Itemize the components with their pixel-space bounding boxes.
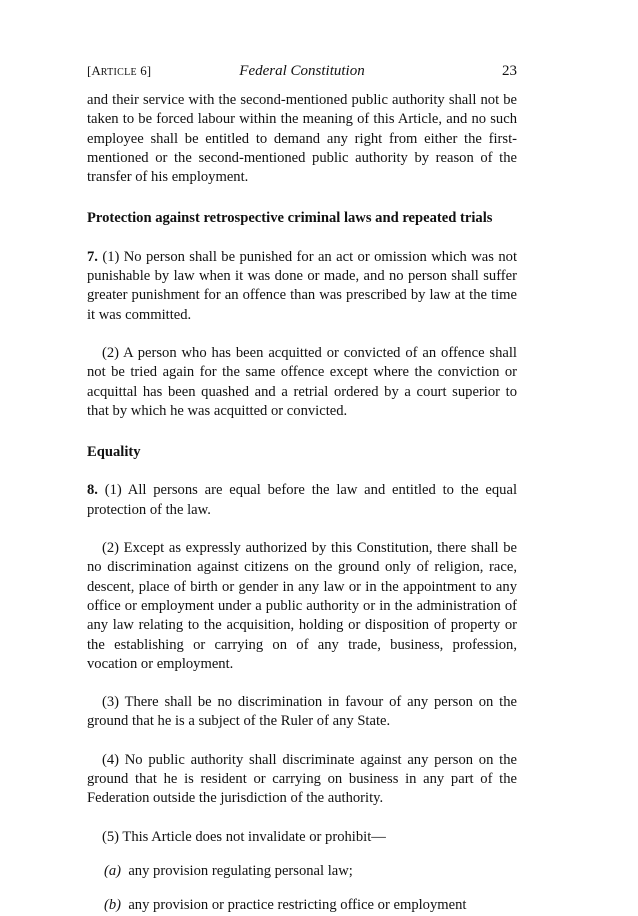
article-reference: [ARTICLE 6] bbox=[87, 63, 152, 78]
continuation-paragraph: and their service with the second-mentioned public authority shall not be taken to be forced labour within the meaning of this Article, and no such employee shall be entitled to demand any right from either the first-mentioned or the second-mentioned public authority by reason of the transfer of his employment. bbox=[87, 92, 517, 186]
article-8-clause-3: (3) There shall be no discrimination in favour of any person on the ground that he is a subject of the Ruler of any State. bbox=[87, 694, 517, 730]
article-8-number: 8. bbox=[87, 482, 98, 499]
article-8-clause-4: (4) No public authority shall discriminate against any person on the ground that he is resident or carrying on business in any part of the Federation outside the jurisdiction of the authority. bbox=[87, 751, 517, 807]
item-a-text: any provision regulating personal law; bbox=[128, 862, 353, 879]
item-a-label: (a) bbox=[104, 862, 122, 879]
article-8-clause-5: (5) This Article does not invalidate or prohibit— bbox=[102, 828, 386, 845]
item-b-text: any provision or practice restricting office or employment bbox=[128, 897, 467, 914]
article-8-item-a bbox=[87, 862, 517, 881]
page-number: 23 bbox=[502, 63, 517, 79]
article-7-clause-1 bbox=[87, 248, 517, 325]
running-header bbox=[87, 60, 517, 82]
article-8-clause-1 bbox=[87, 481, 517, 520]
article-7-clause-2: (2) A person who has been acquitted or convicted of an offence shall not be tried again for the same offence except where the conviction or acquittal has been quashed and a retrial ordered by a court superior to that by which he was acquitted or convicted. bbox=[87, 344, 517, 419]
article-7-clause-1-text: (1) No person shall be punished for an act or omission which was not punishable by law when it was done or made, and no person shall suffer greater punishment for an offence than was prescribed by law at the time it was committed. bbox=[87, 248, 517, 323]
article-7-number: 7. bbox=[87, 248, 98, 265]
page-body bbox=[87, 91, 517, 916]
article-8-item-b bbox=[87, 896, 517, 915]
article-7-heading: Protection against retrospective criminal laws and repeated trials bbox=[87, 210, 493, 227]
item-b-label: (b) bbox=[104, 897, 122, 914]
article-8-clause-1-text: (1) All persons are equal before the law and entitled to the equal protection of the law. bbox=[87, 482, 518, 518]
document-title: Federal Constitution bbox=[239, 63, 365, 79]
article-8-clause-2: (2) Except as expressly authorized by this Constitution, there shall be no discrimination against citizens on the ground only of religion, race, descent, place of birth or gender in any law or in the appointment to any office or employment under a public authority or in the administration of any law relating to the acquisition, holding or disposition of property or the establishing or carrying on of any trade, business, profession, vocation or employment. bbox=[87, 540, 517, 672]
article-8-heading: Equality bbox=[87, 444, 141, 461]
